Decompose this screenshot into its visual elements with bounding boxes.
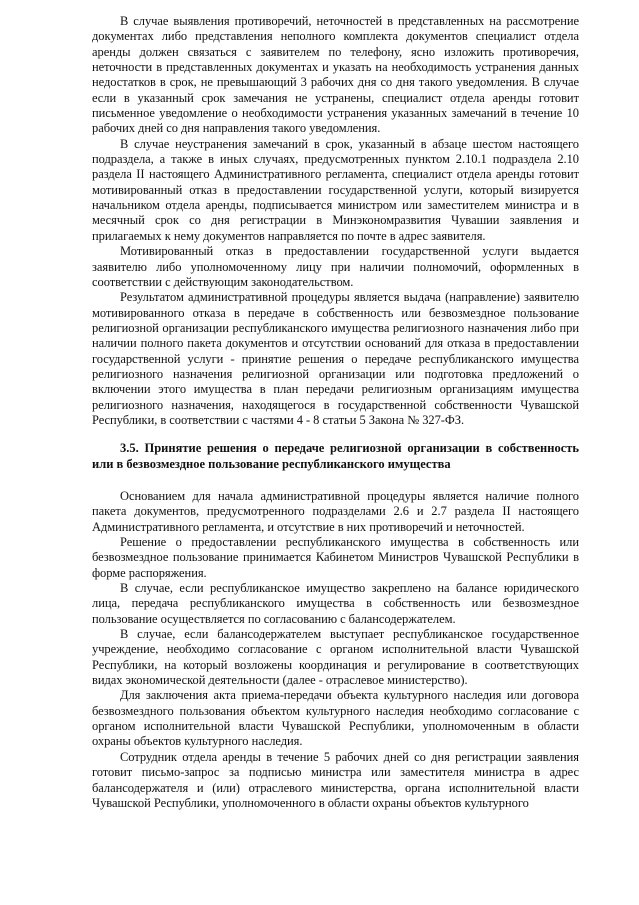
paragraph: В случае неустранения замечаний в срок, указанный в абзаце шестом настоящего подраздела, а также в иных случаях, предусмотренных пунктом 2.10.1 подраздела 2.10 раздела II настоящего Административного регламента, специалист отдела аренды готовит мотивированный отказ в предоставлении государственной услуги, который визируется начальником отдела аренды, подписывается министром или заместителем министра и в месячный срок со дня регистрации в Минэкономразвития Чувашии заявления и прилагаемых к нему документов направляется по почте в адрес заявителя. — [92, 136, 579, 243]
paragraph: Результатом административной процедуры является выдача (направление) заявителю мотивированного отказа в передаче в собственность или безвозмездное пользование религиозной организации республиканского имущества религиозного назначения либо при наличии полного пакета документов и отсутствии оснований для отказа в предоставлении государственной услуги - принятие решения о передаче республиканского имущества религиозного назначения религиозной организации или подготовка предложений о включении этого имущества в план передачи религиозным организациям имущества религиозного назначения, находящегося в государственной собственности Чувашской Республики, в соответствии с частями 4 - 8 статьи 5 Закона № 327-ФЗ. — [92, 290, 579, 427]
paragraph: Для заключения акта приема-передачи объекта культурного наследия или договора безвозмездного пользования объектом культурного наследия необходимо согласование с органом исполнительной власти Чувашской Республики, уполномоченным в области охраны объектов культурного наследия. — [92, 688, 579, 749]
spacer — [92, 472, 579, 489]
paragraph: Сотрудник отдела аренды в течение 5 рабочих дней со дня регистрации заявления готовит письмо-запрос за подписью министра или заместителя министра в адрес балансодержателя и (или) отраслевого министерства, органа исполнительной власти Чувашской Республики, уполномоченного в области охраны объектов культурного — [92, 749, 579, 810]
section-heading: 3.5. Принятие решения о передаче религиозной организации в собственность или в безвозмездное пользование республиканского имущества — [92, 441, 579, 471]
paragraph: В случае выявления противоречий, неточностей в представленных на рассмотрение документах либо представления неполного комплекта документов специалист отдела аренды должен связаться с заявителем по телефону, ясно изложить противоречия, неточности в представленных документах и указать на необходимость устранения данных недостатков в срок, не превышающий 3 рабочих дня со дня такого уведомления. В случае если в указанный срок замечания не устранены, специалист отдела аренды готовит письменное уведомление о необходимости устранения указанных замечаний в течение 10 рабочих дней со дня направления такого уведомления. — [92, 14, 579, 136]
paragraph: В случае, если балансодержателем выступает республиканское государственное учреждение, необходимо согласование с органом исполнительной власти Чувашской Республики, на который возложены координация и регулирование в соответствующих видах экономической деятельности (далее - отраслевое министерство). — [92, 627, 579, 688]
document-body-bottom — [92, 489, 579, 811]
document-body-top — [92, 14, 579, 428]
paragraph: Основанием для начала административной процедуры является наличие полного пакета документов, предусмотренного подразделами 2.6 и 2.7 раздела II настоящего Административного регламента, и отсутствие в них противоречий и неточностей. — [92, 488, 579, 534]
paragraph: Мотивированный отказ в предоставлении государственной услуги выдается заявителю либо уполномоченному лицу при наличии полномочий, оформленных в соответствии с действующим законодательством. — [92, 244, 579, 289]
paragraph: Решение о предоставлении республиканского имущества в собственность или безвозмездное пользование принимается Кабинетом Министров Чувашской Республики в форме распоряжения. — [92, 535, 579, 580]
paragraph: В случае, если республиканское имущество закреплено на балансе юридического лица, передача республиканского имущества в собственность или безвозмездное пользование осуществляется по согласованию с балансодержателем. — [92, 581, 579, 626]
